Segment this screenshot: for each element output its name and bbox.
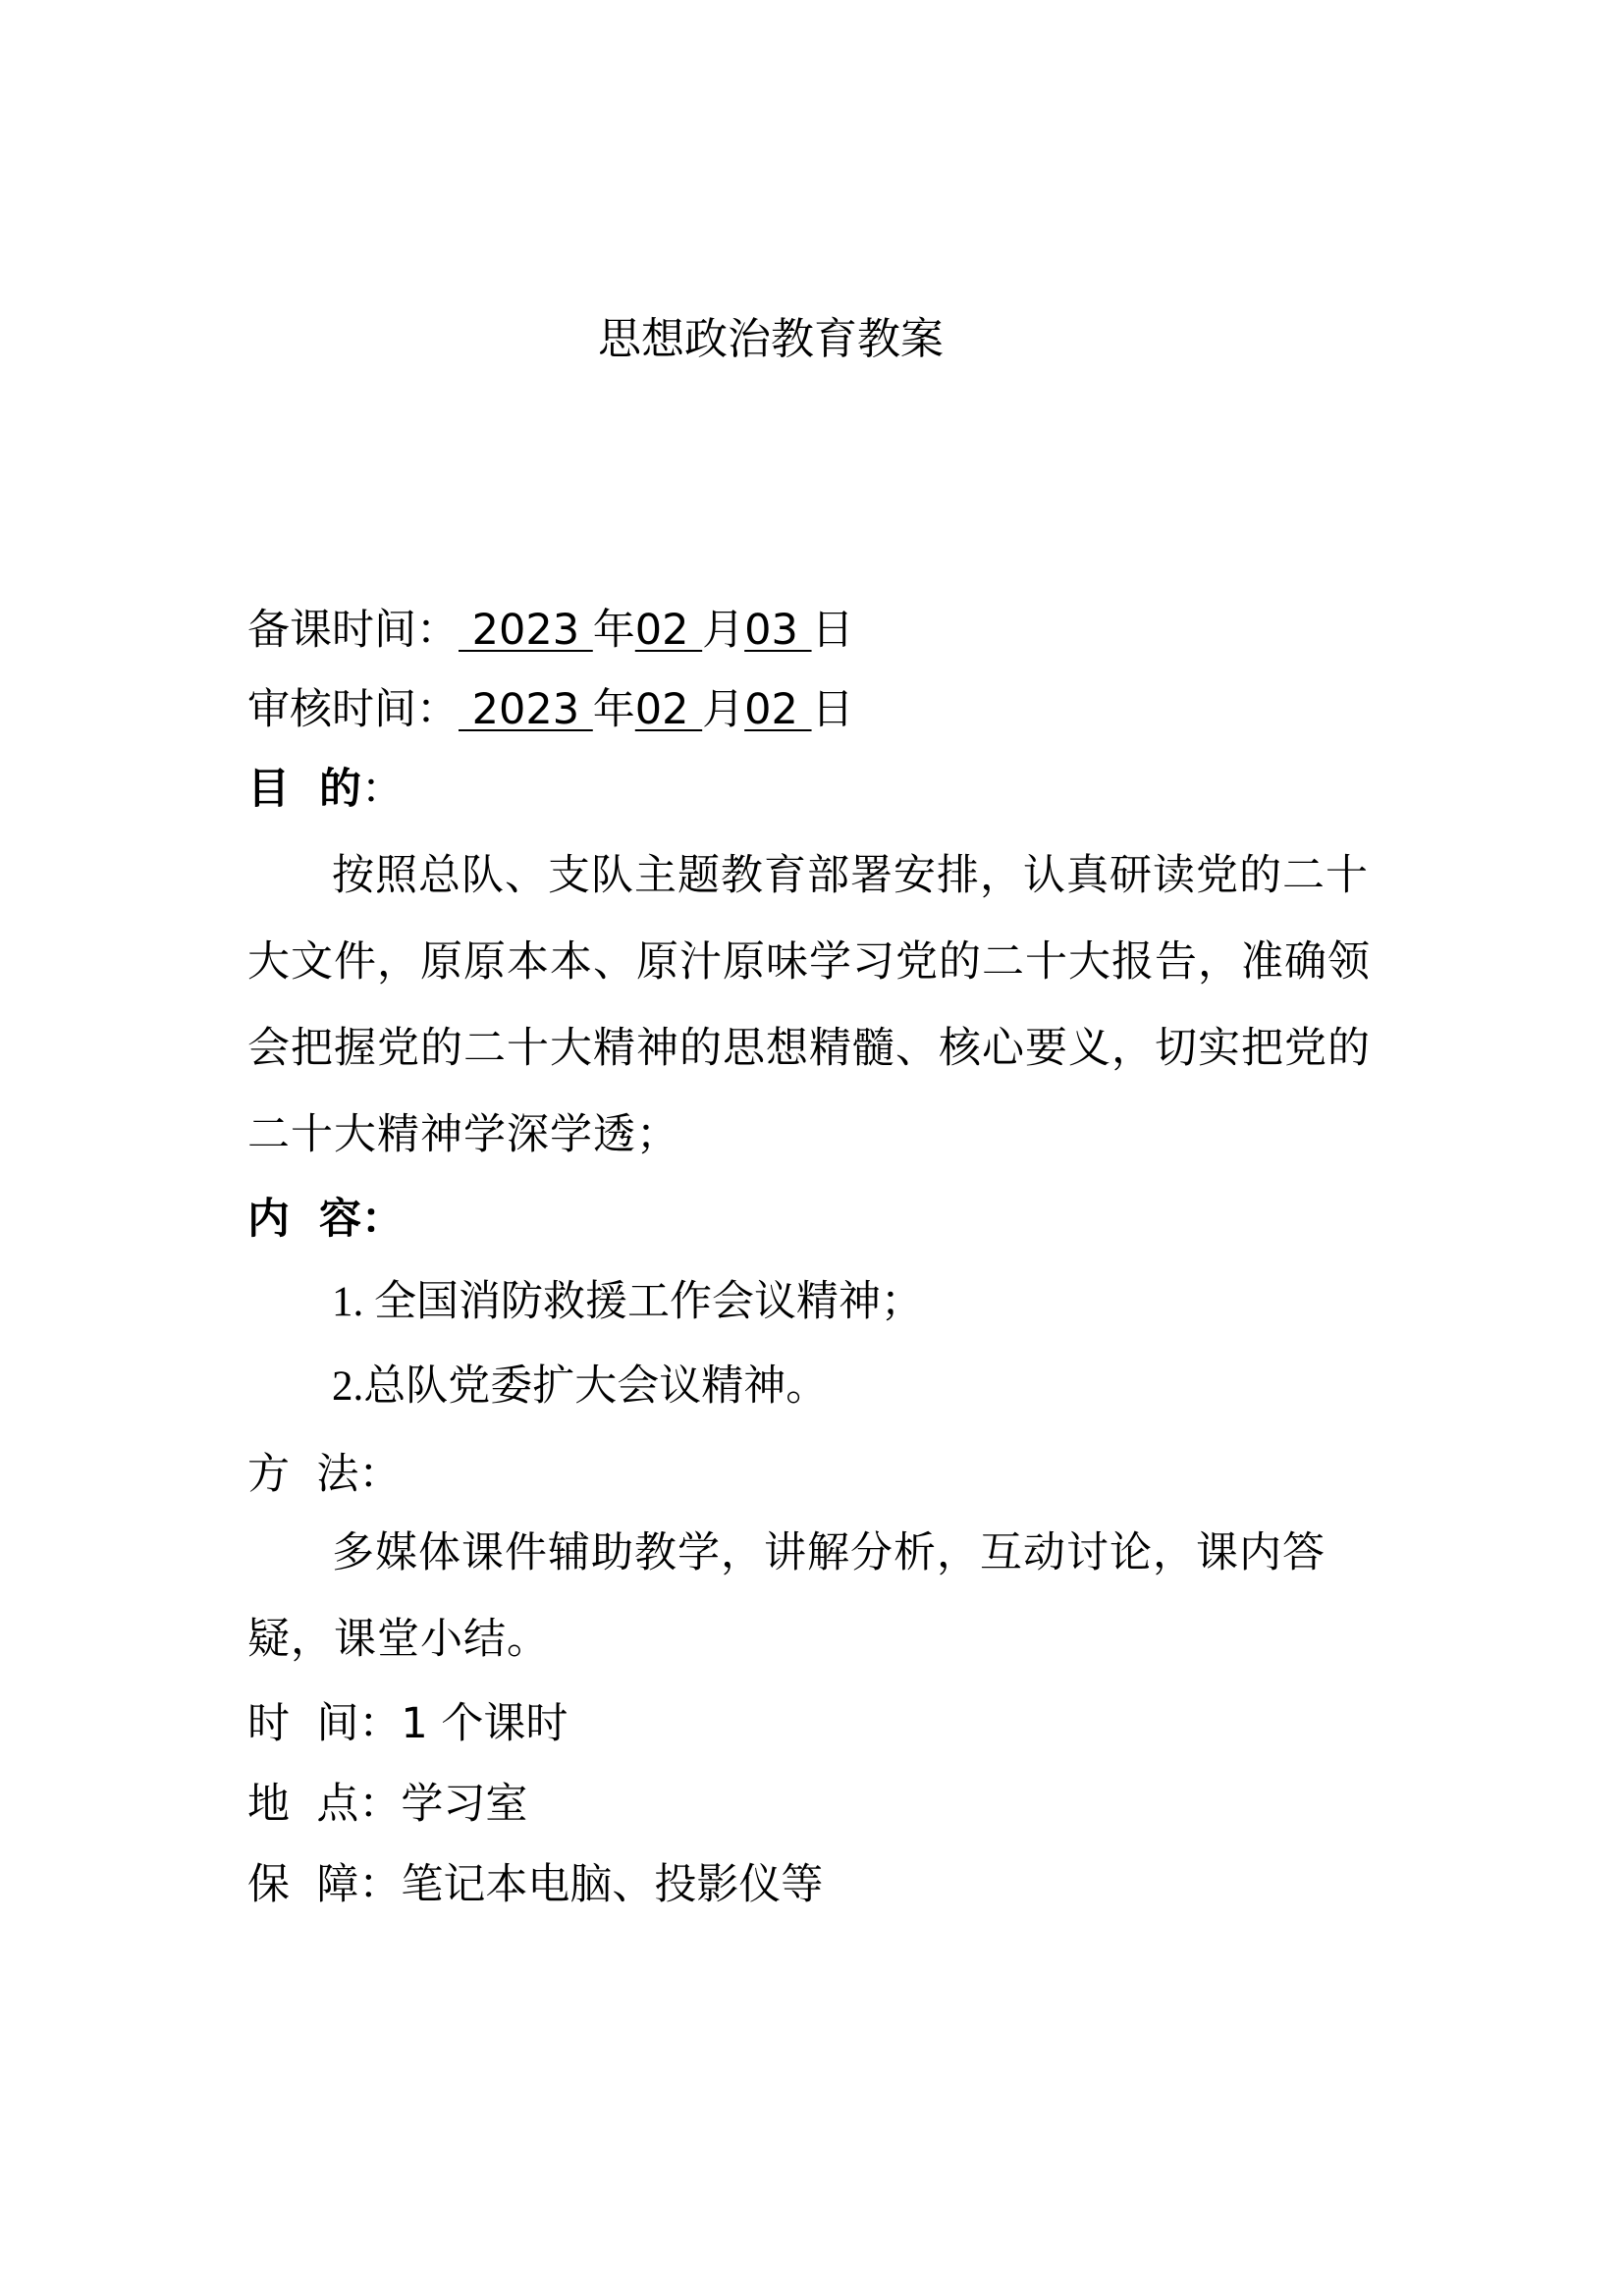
content-item-2-number: 2.: [332, 1363, 364, 1410]
review-time-row: [247, 682, 854, 737]
review-time-month-unit: 月: [702, 685, 745, 734]
purpose-colon: ：: [360, 765, 404, 814]
review-time-year: 2023: [459, 685, 593, 734]
prep-time-row: [247, 603, 854, 658]
review-time-month: 02: [634, 685, 703, 734]
prep-time-month-unit: 月: [702, 606, 745, 655]
prep-time-label: 备课时间：: [247, 606, 459, 655]
review-time-day-unit: 日: [811, 685, 854, 734]
content-item-1-text: 全国消防救援工作会议精神；: [374, 1277, 923, 1326]
prep-time-year: 2023: [459, 606, 593, 655]
duration-row: [247, 1696, 568, 1751]
location-label: 地 点：: [247, 1780, 402, 1829]
review-time-year-unit: 年: [592, 685, 635, 734]
method-paragraph: 多媒体课件辅助教学，讲解分析，互动讨论，课内答疑，课堂小结。: [247, 1528, 1326, 1664]
method-heading: 方 法：: [247, 1450, 402, 1499]
content-item-2-text: 总队党委扩大会议精神。: [363, 1362, 829, 1411]
purpose-paragraph: 按照总队、支队主题教育部署安排，认真研读党的二十大文件，原原本本、原汁原味学习党的二十大报告，准确领会把握党的二十大精神的思想精髓、核心要义，切实把党的二十大精神学深学透；: [247, 851, 1371, 1159]
location-row: [247, 1777, 527, 1832]
document-title: 思想政治教育教案: [598, 314, 944, 364]
duration-label: 时 间：: [247, 1699, 402, 1748]
prep-time-year-unit: 年: [592, 606, 635, 655]
content-item-1: [332, 1274, 923, 1330]
content-item-1-number: 1.: [332, 1279, 374, 1325]
prep-time-day-unit: 日: [811, 606, 854, 655]
prep-time-month: 02: [634, 606, 703, 655]
equipment-label: 保 障：: [247, 1860, 402, 1909]
duration-value: 1 个课时: [401, 1699, 568, 1748]
purpose-heading: [247, 762, 404, 817]
equipment-row: [247, 1857, 823, 1912]
content-item-2: [332, 1359, 828, 1415]
review-time-label: 审核时间：: [247, 685, 459, 734]
purpose-label: 目 的: [247, 765, 361, 814]
equipment-value: 笔记本电脑、投影仪等: [401, 1860, 824, 1909]
location-value: 学习室: [401, 1780, 528, 1829]
prep-time-day: 03: [744, 606, 812, 655]
content-heading: 内 容：: [247, 1195, 404, 1244]
review-time-day: 02: [744, 685, 812, 734]
